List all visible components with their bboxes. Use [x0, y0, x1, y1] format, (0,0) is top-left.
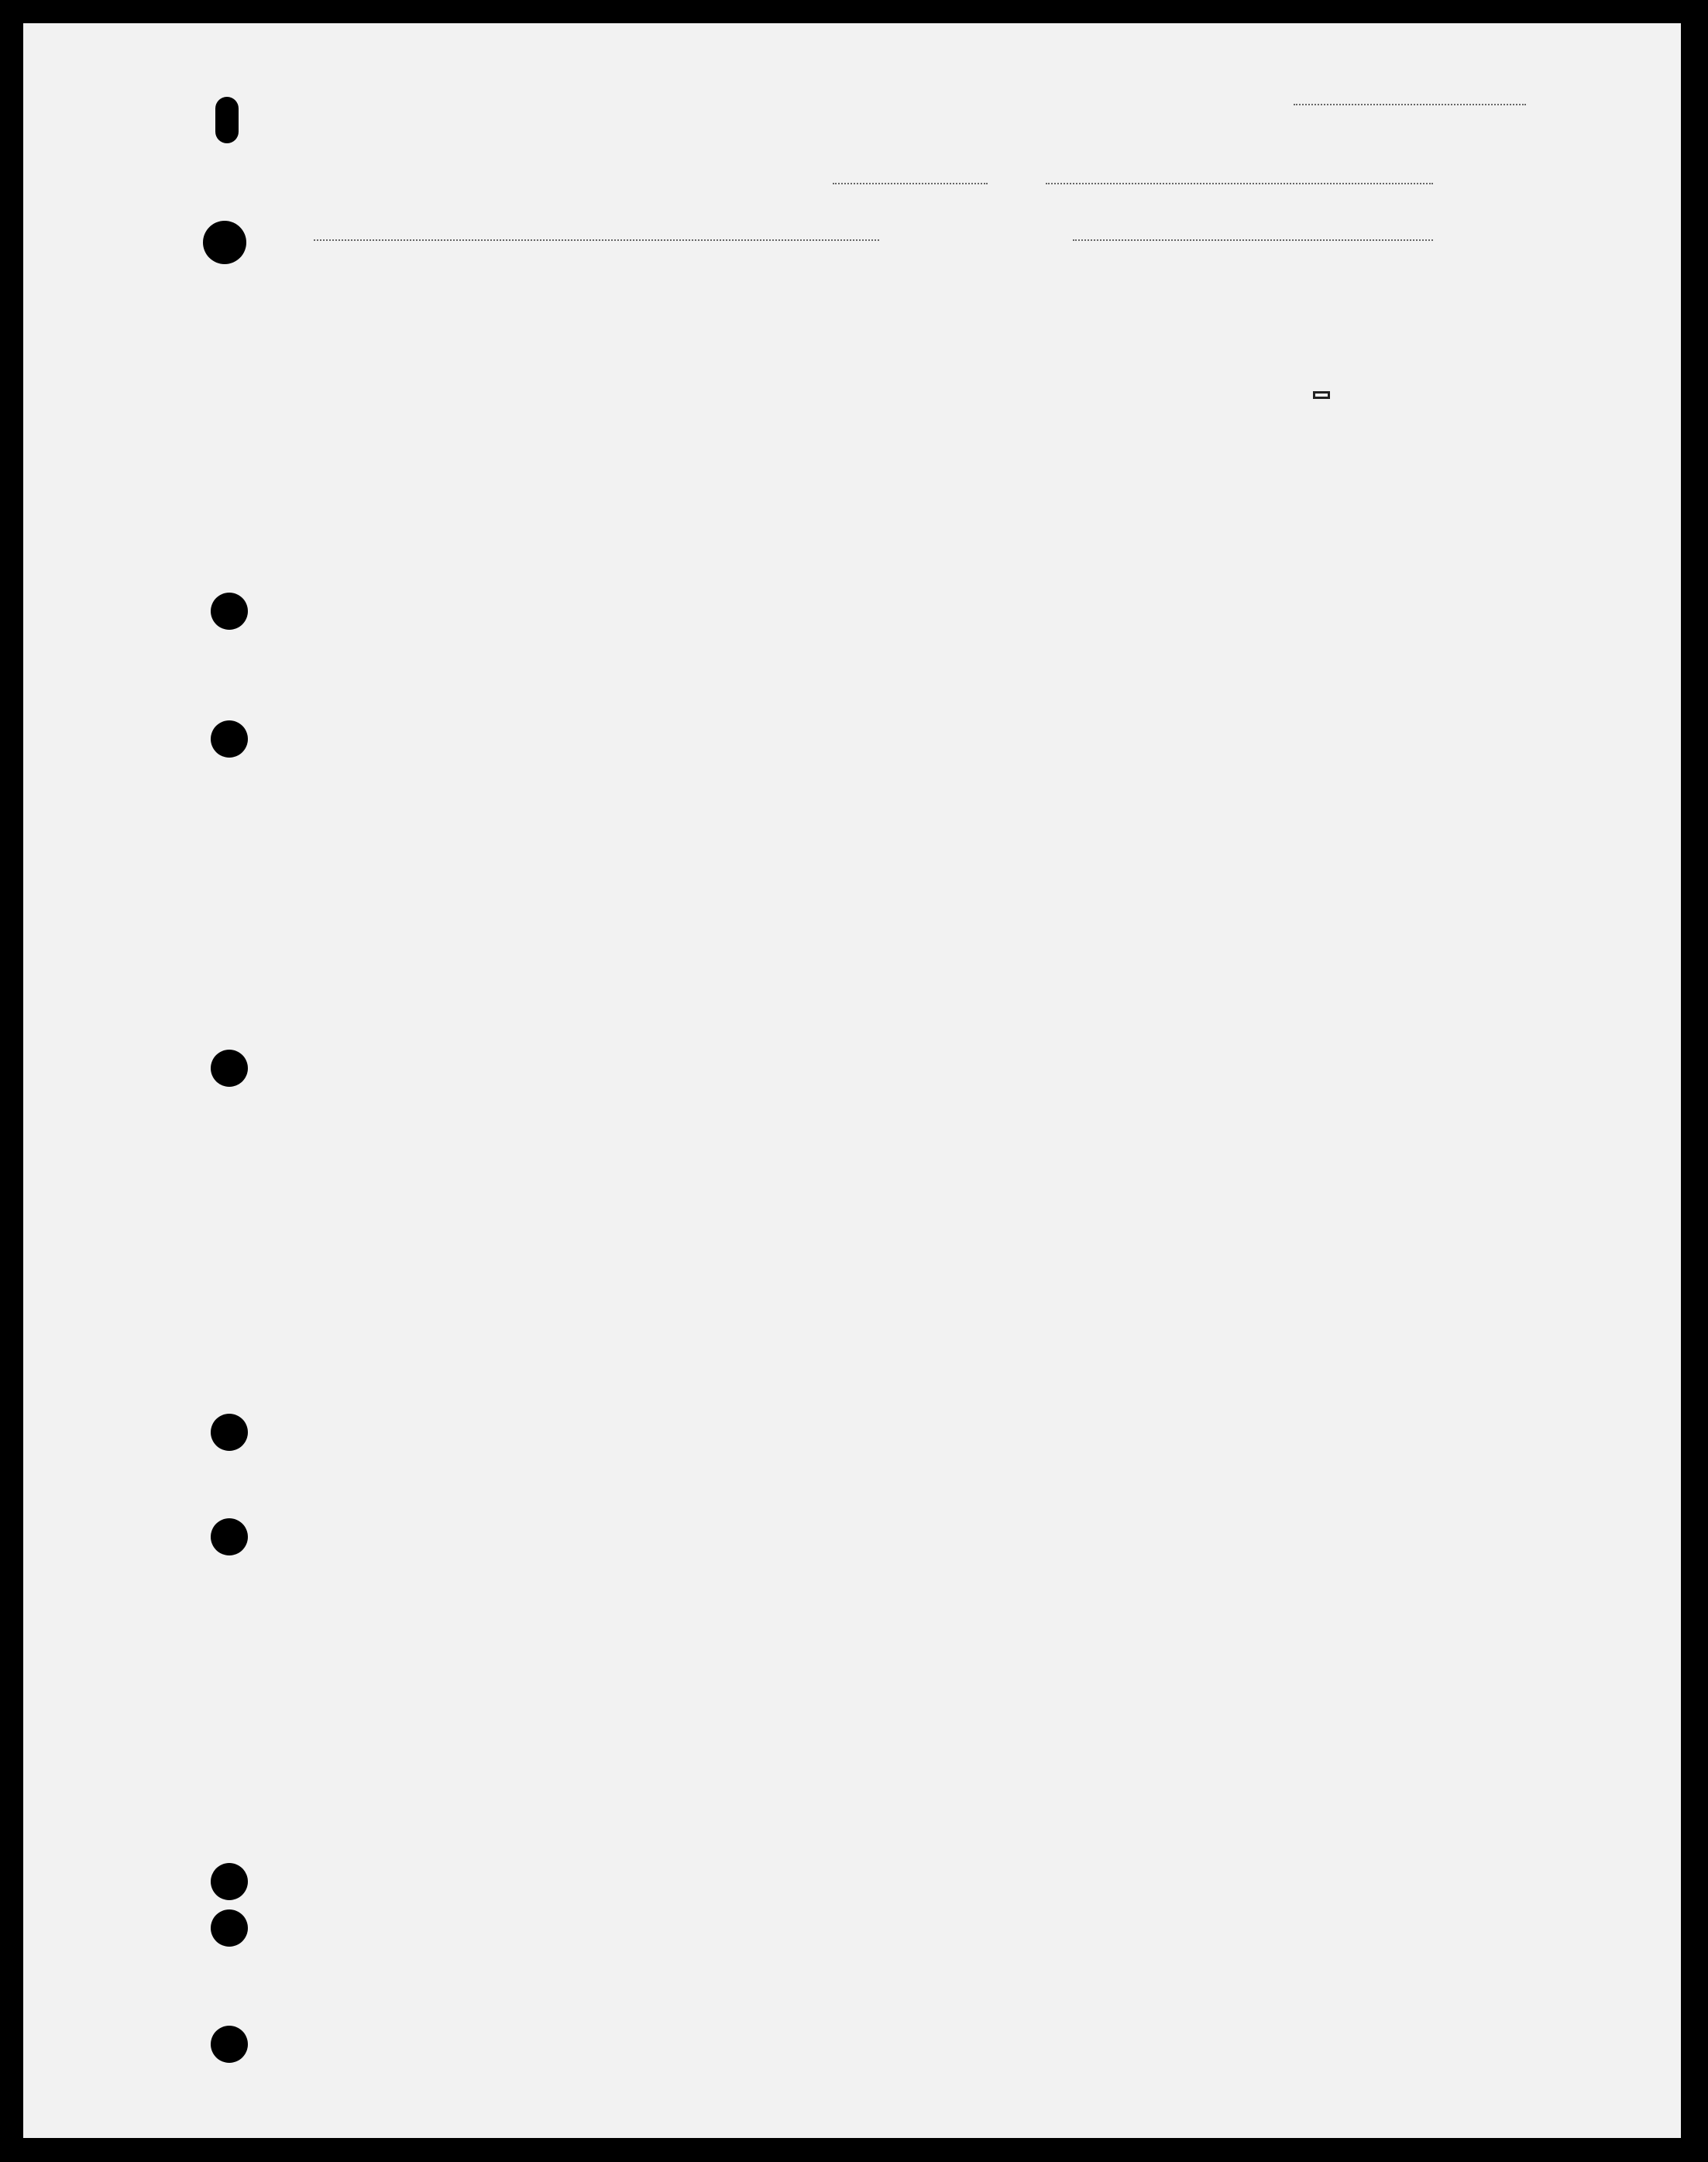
us-cit-stamp: [1313, 391, 1330, 399]
form-sheet: [23, 23, 1681, 2138]
table-grid: [23, 23, 1681, 2138]
